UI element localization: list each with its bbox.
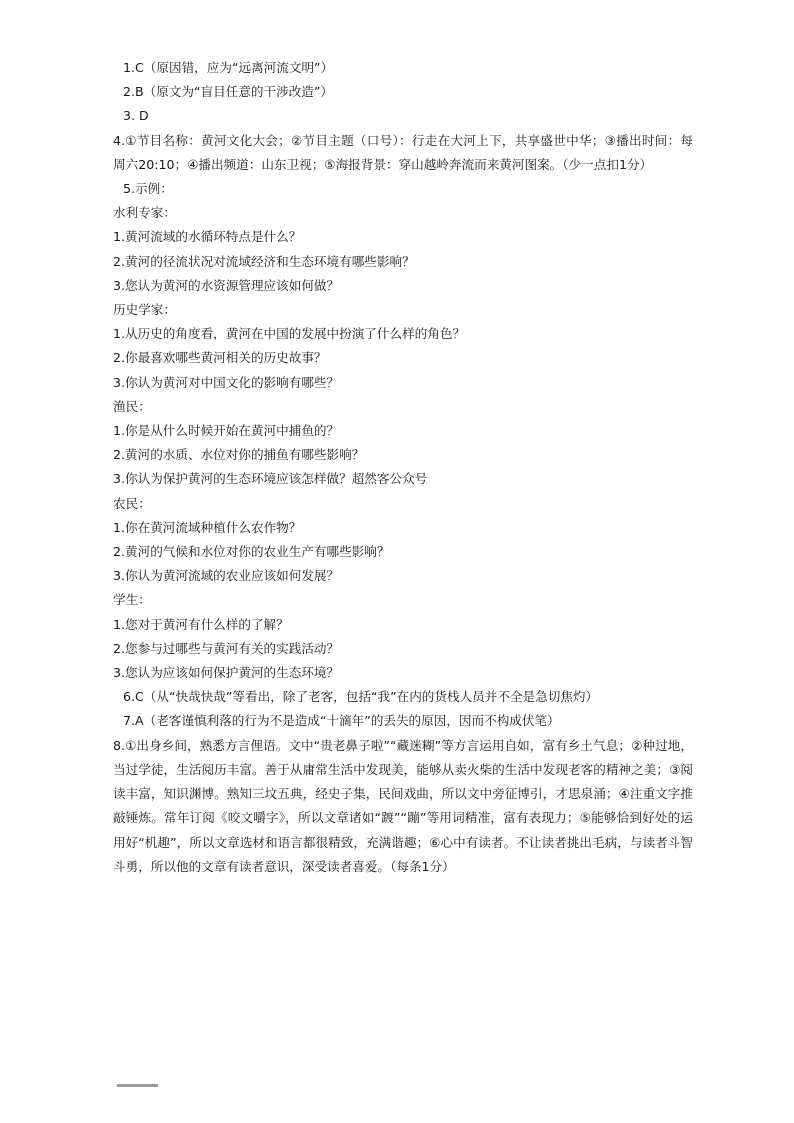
interview-group-historian bbox=[113, 298, 693, 395]
interview-question: 1.你是从什么时候开始在黄河中捕鱼的？ bbox=[113, 423, 340, 439]
interview-role: 农民： bbox=[113, 495, 151, 511]
interview-question: 2.你最喜欢哪些黄河相关的历史故事？ bbox=[113, 350, 327, 366]
interview-question: 3.你认为保护黄河的生态环境应该怎样做？超然客公众号 bbox=[113, 471, 428, 487]
answer-3: 3. D bbox=[123, 108, 149, 124]
answer-content bbox=[113, 56, 693, 879]
interview-question: 1.黄河流域的水循环特点是什么？ bbox=[113, 229, 302, 245]
interview-role: 水利专家： bbox=[113, 205, 176, 221]
answer-2: 2.B（原文为“盲目任意的干涉改造”） bbox=[123, 84, 334, 100]
interview-group-fisherman bbox=[113, 395, 693, 492]
interview-question: 2.黄河的气候和水位对你的农业生产有哪些影响？ bbox=[113, 544, 390, 560]
interview-question: 3.您认为黄河的水资源管理应该如何做？ bbox=[113, 277, 340, 293]
interview-role: 学生： bbox=[113, 592, 151, 608]
interview-role: 历史学家： bbox=[113, 302, 176, 318]
answer-5-heading: 5.示例： bbox=[123, 181, 173, 197]
interview-question: 2.您参与过哪些与黄河有关的实践活动？ bbox=[113, 640, 340, 656]
answer-6: 6.C（从“快哉快哉”等看出，除了老客，包括“我”在内的货栈人员并不全是急切焦灼） bbox=[123, 689, 599, 705]
answer-8: 8.①出身乡间，熟悉方言俚语。文中“贵老鼻子啦”“藏迷糊”等方言运用自如，富有乡土气息；②种过地，当过学徒，生活阅历丰富。善于从庸常生活中发现美，能够从卖火柴的生活中发现老客的精神之美；③阅读丰富，知识渊博。熟知三坟五典，经史子集，民间戏曲，所以文中旁征博引，才思泉涌；④注重文字推敲锤炼。常年订阅《咬文嚼字》，所以文章诸如“踱”“蹦”等用词精准，富有表现力；⑤能够恰到好处的运用好“机趣”，所以文章选材和语言都很精致，充满谐趣；⑥心中有读者。不让读者挑出毛病，与读者斗智斗勇，所以他的文章有读者意识，深受读者喜爱。（每条1分） bbox=[113, 737, 693, 874]
interview-question: 3.你认为黄河对中国文化的影响有哪些？ bbox=[113, 374, 340, 390]
interview-question: 1.您对于黄河有什么样的了解？ bbox=[113, 616, 289, 632]
interview-group-water-expert bbox=[113, 201, 693, 298]
interview-question: 2.黄河的径流状况对流域经济和生态环境有哪些影响？ bbox=[113, 253, 415, 269]
interview-question: 3.您认为应该如何保护黄河的生态环境？ bbox=[113, 665, 340, 681]
page-footer-bar bbox=[117, 1084, 158, 1087]
interview-question: 1.从历史的角度看，黄河在中国的发展中扮演了什么样的角色？ bbox=[113, 326, 466, 342]
interview-question: 3.你认为黄河流域的农业应该如何发展？ bbox=[113, 568, 340, 584]
answer-4: 4.①节目名称：黄河文化大会；②节目主题（口号）：行走在大河上下，共享盛世中华；③播出时间：每周六20:10；④播出频道：山东卫视；⑤海报背景：穿山越岭奔流而来黄河图案。（少一点扣1分） bbox=[113, 132, 693, 172]
answer-7: 7.A（老客谨慎利落的行为不是造成“十滴年”的丢失的原因，因而不构成伏笔） bbox=[123, 713, 560, 729]
answer-1: 1.C（原因错，应为“远离河流文明”） bbox=[123, 60, 334, 75]
interview-group-student bbox=[113, 588, 693, 685]
interview-role: 渔民： bbox=[113, 398, 151, 414]
interview-question: 2.黄河的水质、水位对你的捕鱼有哪些影响？ bbox=[113, 447, 365, 463]
interview-group-farmer bbox=[113, 492, 693, 589]
interview-question: 1.你在黄河流域种植什么农作物？ bbox=[113, 519, 302, 535]
